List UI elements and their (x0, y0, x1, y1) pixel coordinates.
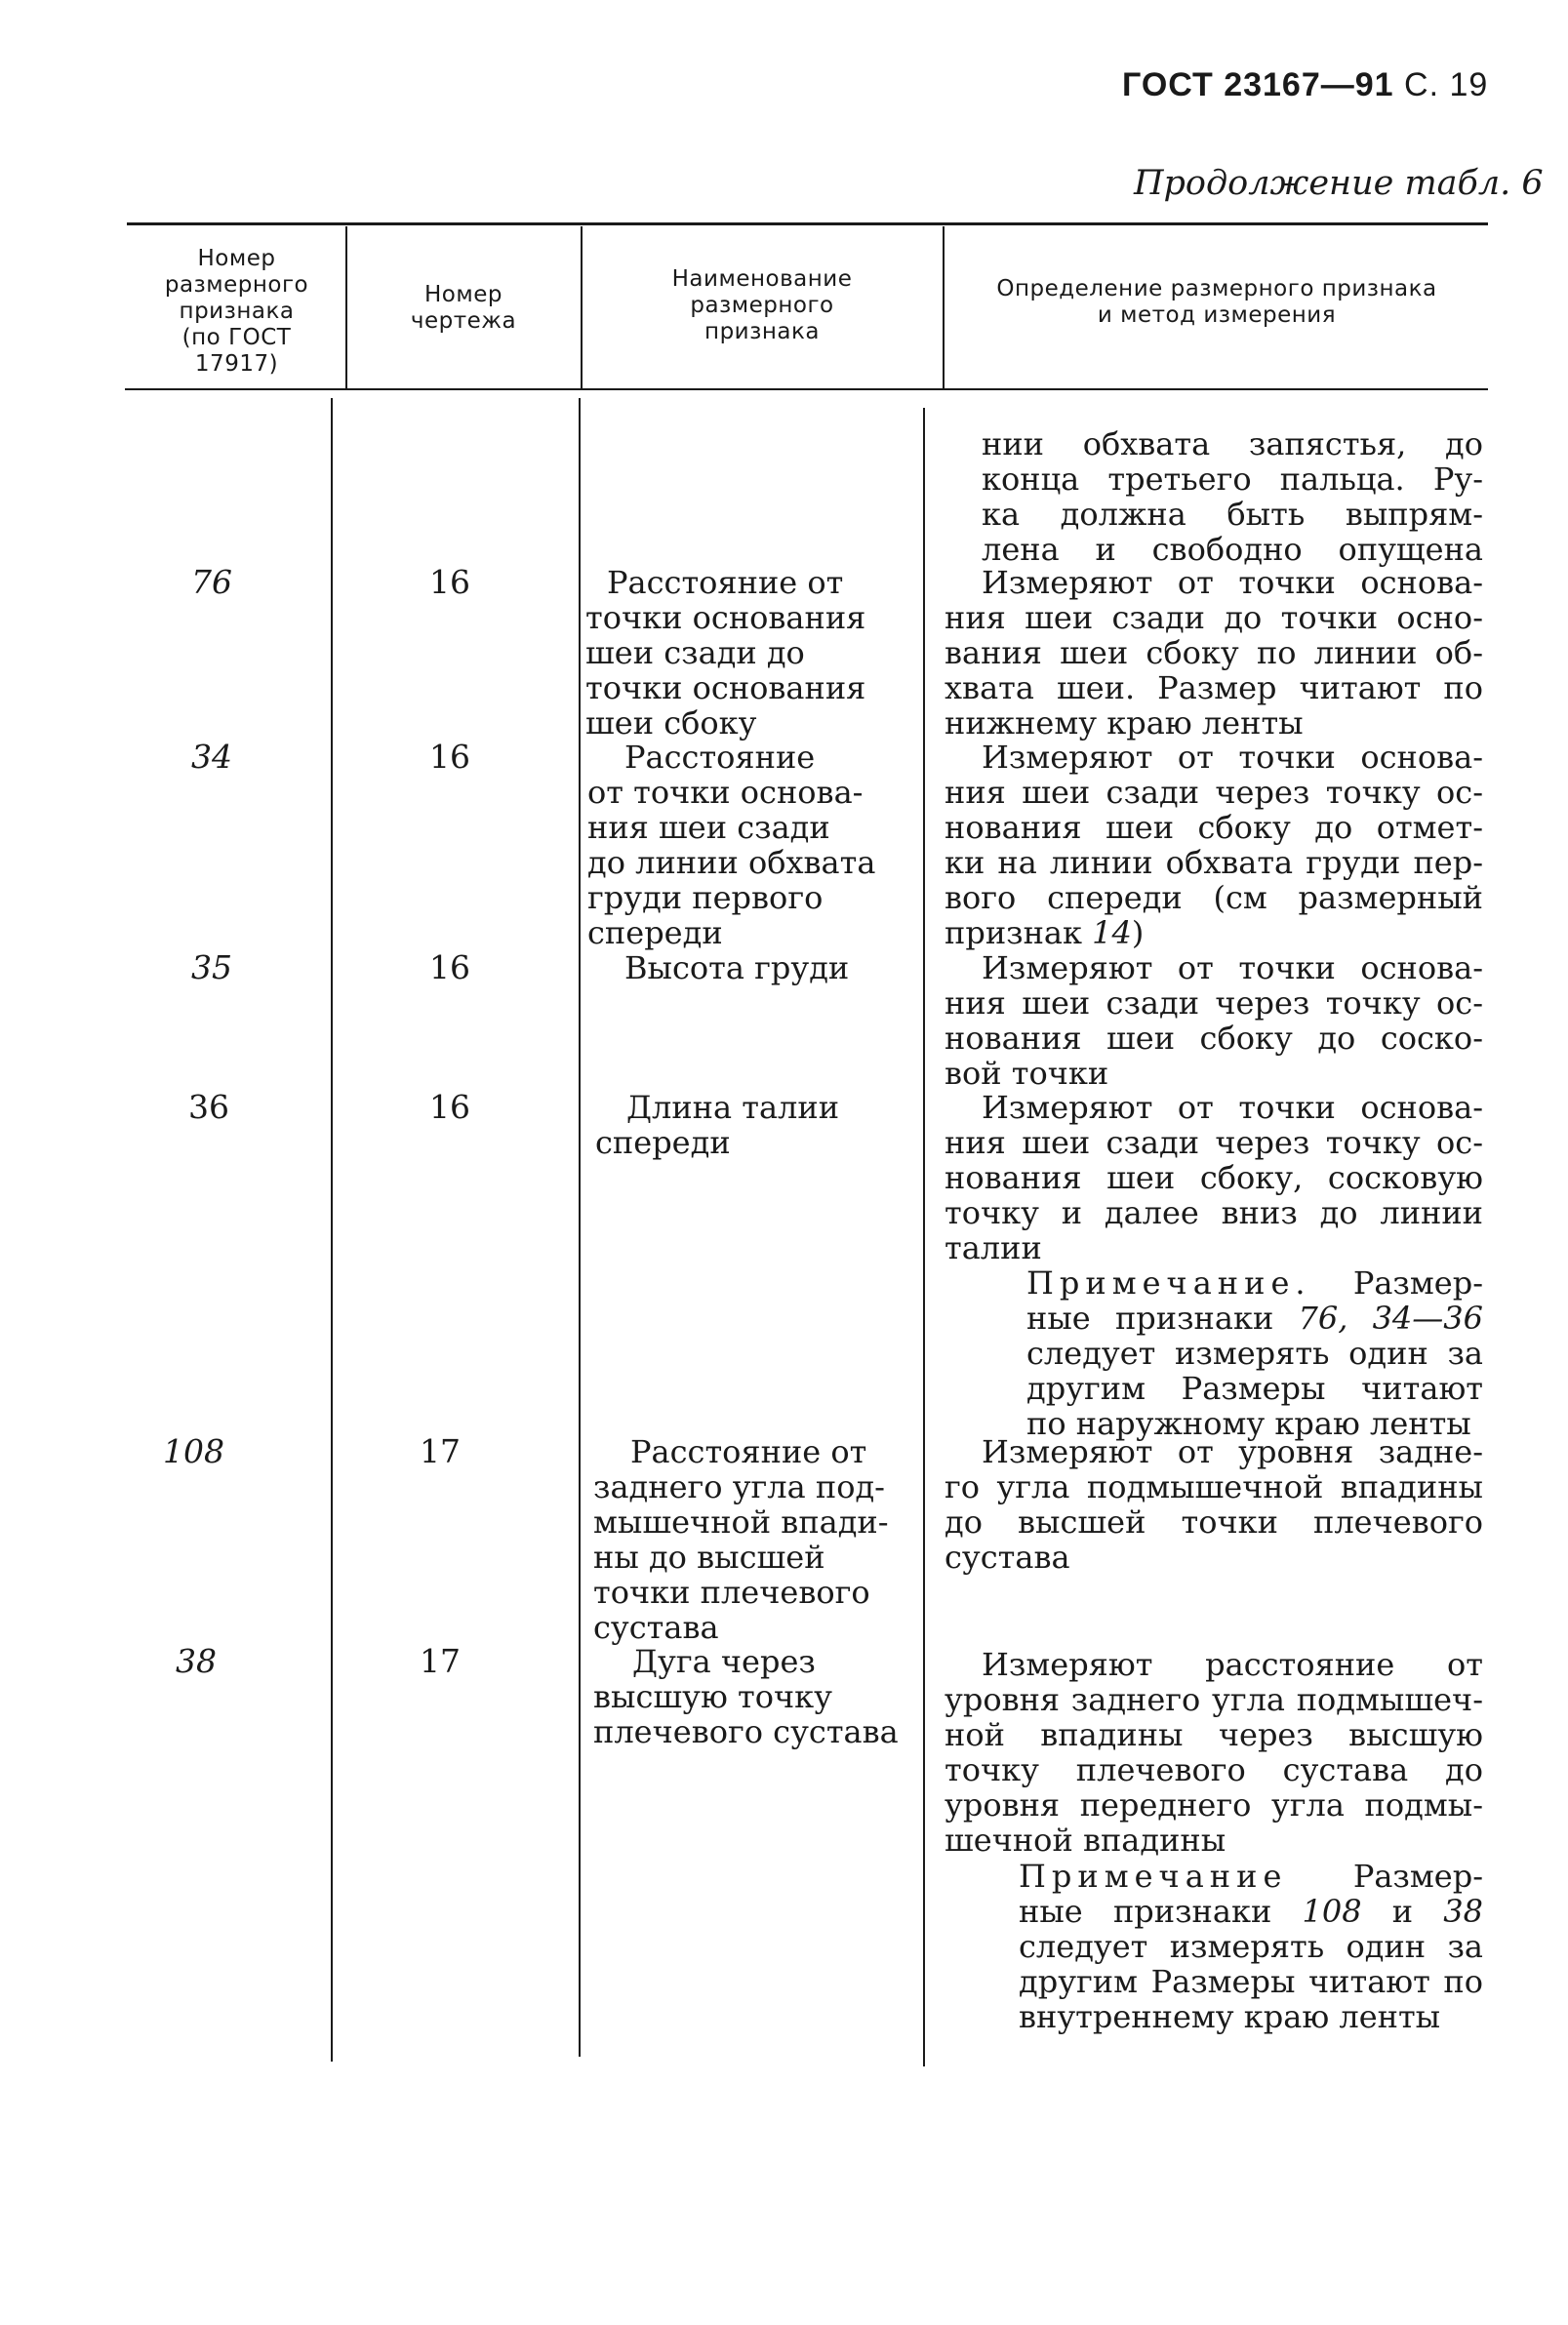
row-34-feature-name: Расстояние от точки основа- ния шеи сзади до линии обхвата груди первого спереди (587, 739, 876, 951)
column-header-drawing-number: Номер чертежа (410, 282, 517, 334)
column-header-feature-name: Наименование размерного признака (671, 266, 853, 344)
row-108-drawing-number: 17 (420, 1432, 461, 1470)
row-36-definition: Измеряют от точки основа- ния шеи сзади через точку ос- нования шеи сбоку, сосковую точку и далее вниз до линии талии (945, 1089, 1483, 1266)
row-108-feature-number: 108 (163, 1432, 224, 1470)
row-38-feature-name: Дуга через высшую точку плечевого сустава (593, 1643, 899, 1750)
row-35-drawing-number: 16 (429, 948, 470, 986)
column-header-definition-method: Определение размерного признака и метод измерения (996, 276, 1437, 328)
row-108-definition: Измеряют от уровня задне- го угла подмышечной впадины до высшей точки плечевого сустава (945, 1433, 1483, 1576)
standard-code: ГОСТ 23167—91 (1122, 66, 1394, 103)
row-36-drawing-number: 16 (429, 1088, 470, 1126)
page-header (1122, 66, 1488, 104)
body-divider-1 (331, 398, 333, 2062)
row-76-drawing-number: 16 (429, 563, 470, 601)
table-continuation-label: Продолжение табл. 6 (1134, 164, 1544, 203)
row-36-feature-name: Длина талии спереди (595, 1089, 840, 1161)
column-header-feature-number: Номер размерного признака (по ГОСТ 17917) (164, 246, 309, 377)
row-34-drawing-number: 16 (429, 738, 470, 776)
header-divider-1 (345, 226, 347, 388)
row-35-feature-name: Высота груди (624, 949, 850, 986)
table-header-bottom-rule (125, 388, 1488, 390)
header-divider-3 (943, 226, 945, 388)
body-divider-3 (923, 408, 925, 2066)
body-divider-2 (579, 398, 581, 2057)
row-76-feature-number: 76 (191, 563, 232, 601)
row-108-feature-name: Расстояние от заднего угла под- мышечной впади- ны до высшей точки плечевого сустава (593, 1433, 889, 1646)
row-36-feature-number: 36 (188, 1088, 229, 1126)
row-35-feature-number: 35 (191, 948, 232, 986)
header-divider-2 (581, 226, 583, 388)
row-38-definition: Измеряют расстояние от уровня заднего угла подмышеч- ной впадины через высшую точку плечевого сустава до уровня переднего угла подмы- шечной впадины (945, 1646, 1483, 1859)
row-34-feature-number: 34 (191, 738, 232, 776)
row-35-definition: Измеряют от точки основа- ния шеи сзади через точку ос- нования шеи сбоку до соско- вой точки (945, 949, 1483, 1092)
page-number: С. 19 (1404, 66, 1489, 103)
row-38-note: Примечание Размер- ные признаки 108 и 38 следует измерять один за другим Размеры читают по внутреннему краю ленты (1019, 1858, 1483, 2035)
row-76-feature-name: Расстояние от точки основания шеи сзади до точки основания шеи сбоку (585, 564, 866, 742)
row-38-drawing-number: 17 (420, 1642, 461, 1680)
continued-definition: нии обхвата запястья, до конца третьего пальца. Ру- ка должна быть выпрям- лена и свободно опущена (982, 425, 1483, 568)
table-top-rule (127, 222, 1488, 225)
row-76-definition: Измеряют от точки основа- ния шеи сзади до точки осно- вания шеи сбоку по линии об- хвата шеи. Размер читают по нижнему краю ленты (945, 564, 1483, 742)
row-34-definition: Измеряют от точки основа- ния шеи сзади через точку ос- нования шеи сбоку до отмет- ки на линии обхвата груди пер- вого спереди (см размерный признак 14) (945, 739, 1483, 951)
row-38-feature-number: 38 (176, 1642, 217, 1680)
row-36-note: Примечание. Размер- ные признаки 76, 34—36 следует измерять один за другим Размеры читают по наружному краю ленты (1026, 1264, 1483, 1442)
